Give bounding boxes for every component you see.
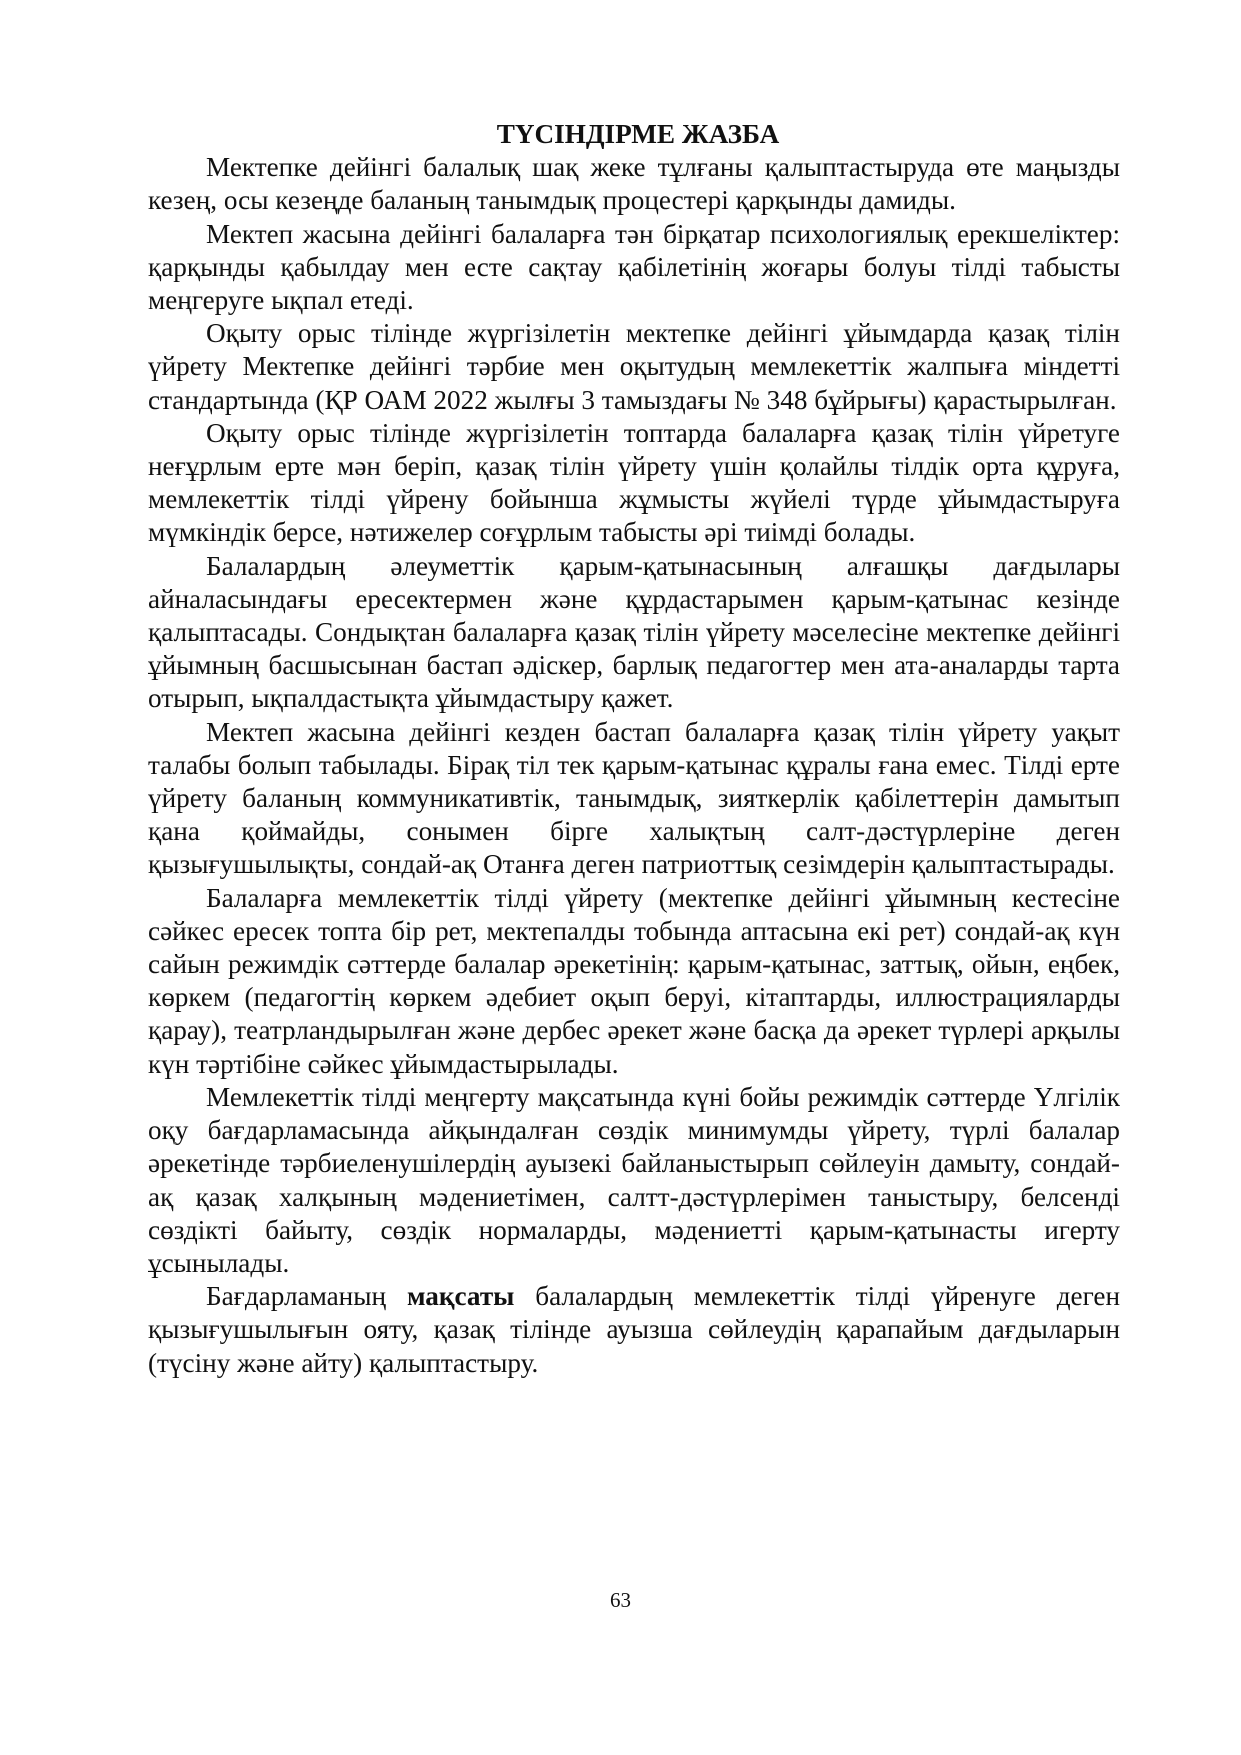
paragraph-7: Балаларға мемлекеттік тілді үйрету (мектепке дейінгі ұйымның кестесіне сәйкес ересек топта бір рет, мектепалды тобында аптасына екі рет) сондай-ақ күн сайын режимдік сәттерде балалар әрекетінің: қарым-қатынас, заттық, ойын, еңбек, көркем (педагогтің көркем әдебиет оқып беруі, кітаптарды, иллюстрацияларды қарау), театрландырылған және дербес әрекет және басқа да әрекет түрлері арқылы күн тәртібіне сәйкес ұйымдастырылады. bbox=[148, 882, 1120, 1079]
paragraph-4: Оқыту орыс тілінде жүргізілетін топтарда балаларға қазақ тілін үйретуге неғұрлым ерте мән беріп, қазақ тілін үйрету үшін қолайлы тілдік орта құруға, мемлекеттік тілді үйрену бойынша жұмысты жүйелі түрде ұйымдастыруға мүмкіндік берсе, нәтижелер соғұрлым табысты әрі тиімді болады. bbox=[148, 417, 1120, 548]
paragraph-goal bbox=[148, 1280, 1120, 1380]
goal-bold-term: мақсаты bbox=[406, 1281, 515, 1312]
paragraph-8: Мемлекеттік тілді меңгерту мақсатында күні бойы режимдік сәттерде Үлгілік оқу бағдарламасында айқындалған сөздік минимумды үйрету, түрлі балалар әрекетінде тәрбиеленушілердің ауызекі байланыстырып сөйлеуін дамыту, сондай-ақ қазақ халқының мәдениетімен, салтт-дәстүрлерімен таныстыру, белсенді сөздікті байыту, сөздік нормаларды, мәдениетті қарым-қатынасты игерту ұсынылады. bbox=[148, 1081, 1120, 1278]
goal-rest-text: балалардың мемлекеттік тілді үйренуге деген қызығушылығын ояту, қазақ тілінде ауызша сөйлеудің қарапайым дағдыларын (түсіну және айту) қалыптастыру. bbox=[148, 1281, 1121, 1378]
page-number: 63 bbox=[610, 1588, 631, 1612]
paragraph-3: Оқыту орыс тілінде жүргізілетін мектепке дейінгі ұйымдарда қазақ тілін үйрету Мектепке дейінгі тәрбие мен оқытудың мемлекеттік жалпыға міндетті стандартында (ҚР ОАМ 2022 жылғы 3 тамыздағы № 348 бұйрығы) қарастырылған. bbox=[148, 318, 1120, 415]
paragraph-2: Мектеп жасына дейінгі балаларға тән бірқатар психологиялық ерекшеліктер: қарқынды қабылдау мен есте сақтау қабілетінің жоғары болуы тілді табысты меңгеруге ықпал етеді. bbox=[148, 218, 1120, 316]
document-title: ТҮСІНДІРМЕ ЖАЗБА bbox=[496, 119, 780, 149]
paragraph-1: Мектепке дейінгі балалық шақ жеке тұлғаны қалыптастыруда өте маңызды кезең, осы кезеңде баланың танымдық процестері қарқынды дамиды. bbox=[148, 152, 1120, 216]
document-body bbox=[148, 118, 1120, 1380]
paragraph-5: Балалардың әлеуметтік қарым-қатынасының алғашқы дағдылары айналасындағы ересектермен және құрдастарымен қарым-қатынас кезінде қалыптасады. Сондықтан балаларға қазақ тілін үйрету мәселесіне мектепке дейінгі ұйымның басшысынан бастап әдіскер, барлық педагогтер мен ата-аналарды тарта отырып, ықпалдастықта ұйымдастыру қажет. bbox=[148, 550, 1120, 714]
paragraph-6: Мектеп жасына дейінгі кезден бастап балаларға қазақ тілін үйрету уақыт талабы болып табылады. Бірақ тіл тек қарым-қатынас құралы ғана емес. Тілді ерте үйрету баланың коммуникативтік, танымдық, зияткерлік қабілеттерін дамытып қана қоймайды, сонымен бірге халықтың салт-дәстүрлеріне деген қызығушылықты, сондай-ақ Отанға деген патриоттық сезімдерін қалыптастырады. bbox=[148, 716, 1120, 880]
goal-lead-text: Бағдарламаның bbox=[206, 1281, 387, 1312]
